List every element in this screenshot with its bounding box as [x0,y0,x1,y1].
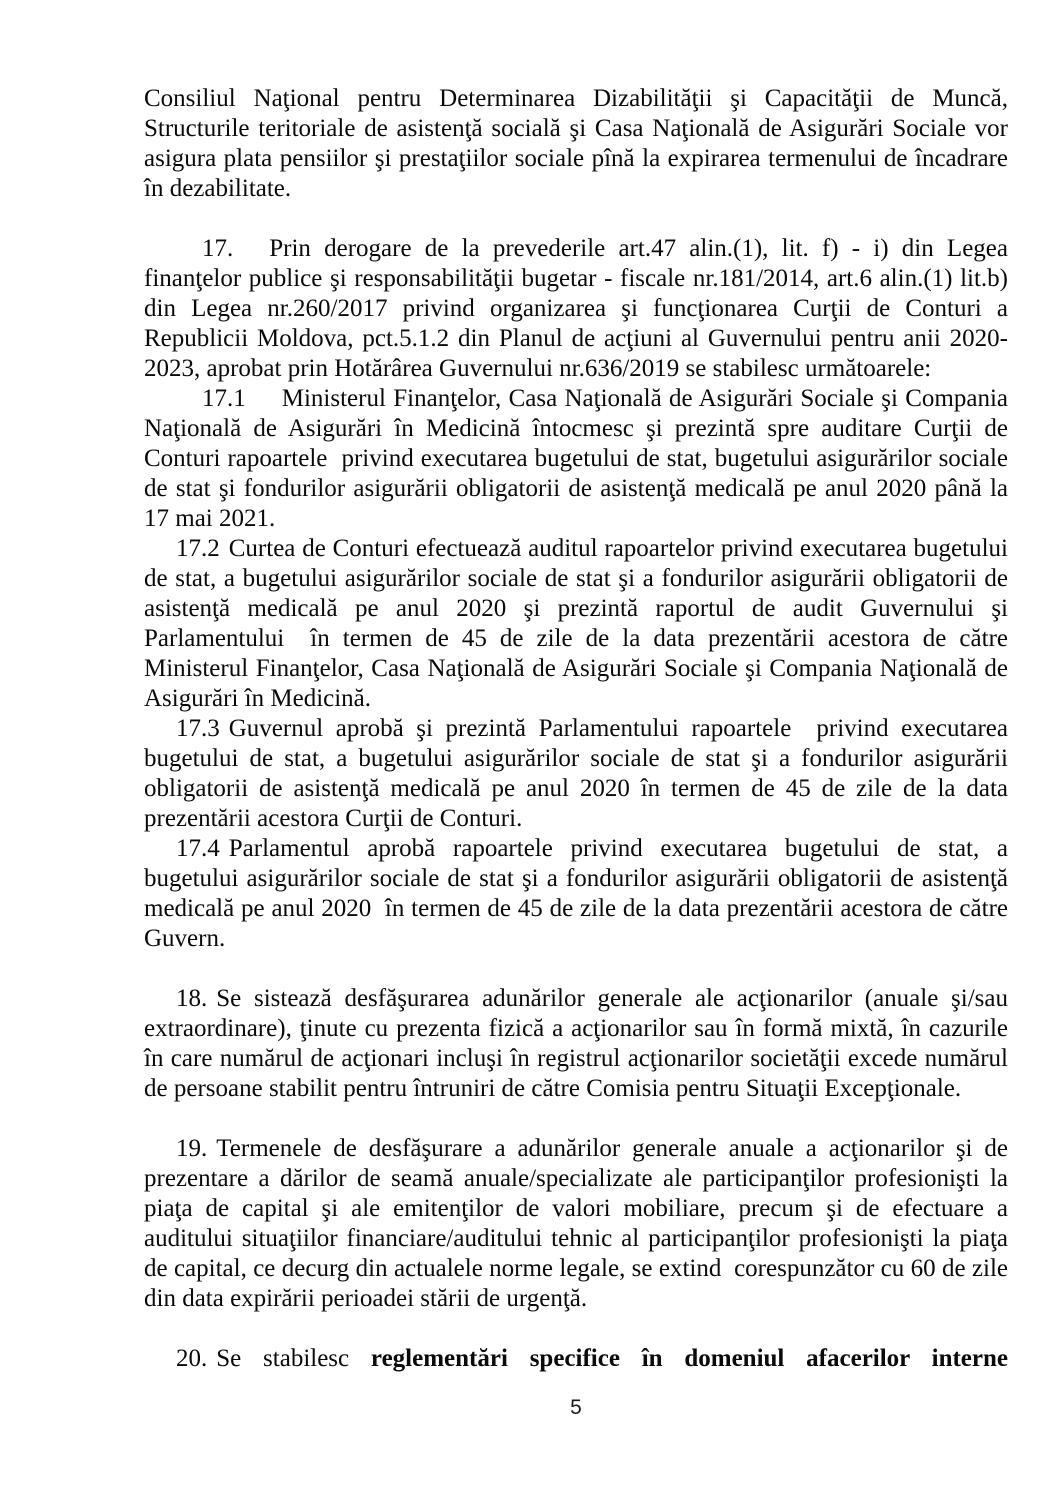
paragraph-number: 17.3 [176,715,220,742]
paragraph-number: 17. [202,235,234,262]
paragraph-number: 18. [176,985,208,1012]
text-run: Prin derogare de la prevederile art.47 alin.(1), lit. f) - i) din Legea finanţelor publice şi responsabilităţii bugetar - fiscale nr.181/2014, art.6 alin.(1) lit.b) din Legea nr.260/2017 privind organizarea şi funcţionarea Curţii de Conturi a Republicii Moldova, pct.5.1.2 din Planul de acţiuni al Guvernului pentru anii 2020-2023, aprobat prin Hotărârea Guvernului nr.636/2019 se stabilesc următoarele: [144,235,1008,382]
bold-text: reglementări specifice în domeniul afacerilor interne [370,1345,1008,1372]
text-run: Ministerul Finanţelor, Casa Naţională de Asigurări Sociale şi Compania Naţională de Asigurări în Medicină întocmesc şi prezintă spre auditare Curţii de Conturi rapoartele privind executarea bugetului de stat, bugetului asigurărilor sociale de stat şi fondurilor asigurării obligatorii de asistenţă medicală pe anul 2020 până la 17 mai 2021. [144,385,1008,532]
paragraph [144,834,1008,954]
text-run: Se sistează desfăşurarea adunărilor generale ale acţionarilor (anuale şi/sau extraordinare), ţinute cu prezenta fizică a acţionarilor sau în formă mixtă, în cazurile în care numărul de acţionari incluşi în registrul acţionarilor societăţii excede numărul de persoane stabilit pentru întruniri de către Comisia pentru Situaţii Excepţionale. [144,985,1008,1102]
text-run: Guvernul aprobă şi prezintă Parlamentului rapoartele privind executarea bugetului de stat, a bugetului asigurărilor sociale de stat şi a fondurilor asigurării obligatorii de asistenţă medicală pe anul 2020 în termen de 45 de zile de la data prezentării acestora Curţii de Conturi. [144,715,1008,832]
paragraph [144,234,1008,384]
paragraph-number: 17.1 [202,385,246,412]
paragraph [144,384,1008,534]
text-run: Curtea de Conturi efectuează auditul rapoartelor privind executarea bugetului de stat, a bugetului asigurărilor sociale de stat şi a fondurilor asigurării obligatorii de asistenţă medicală pe anul 2020 şi prezintă raportul de audit Guvernului şi Parlamentului în termen de 45 de zile de la data prezentării acestora de către Ministerul Finanţelor, Casa Naţională de Asigurări Sociale şi Compania Naţională de Asigurări în Medicină. [144,535,1008,712]
paragraph-number: 20. [176,1345,208,1372]
text-run: Consiliul Naţional pentru Determinarea Dizabilităţii şi Capacităţii de Muncă, Structurile teritoriale de asistenţă socială şi Casa Naţională de Asigurări Sociale vor asigura plata pensiilor şi prestaţiilor sociale pînă la expirarea termenului de încadrare în dezabilitate. [144,85,1008,202]
paragraph-number: 19. [176,1135,208,1162]
paragraph-number: 17.4 [176,835,220,862]
paragraph [144,534,1008,714]
text-run: Se stabilesc [216,1345,371,1372]
text-run: Parlamentul aprobă rapoartele privind executarea bugetului de stat, a bugetului asigurărilor sociale de stat şi a fondurilor asigurării obligatorii de asistenţă medicală pe anul 2020 în termen de 45 de zile de la data prezentării acestora de către Guvern. [144,835,1008,952]
paragraph-number: 17.2 [176,535,220,562]
text-run: Termenele de desfăşurare a adunărilor generale anuale a acţionarilor şi de prezentare a dărilor de seamă anuale/specializate ale participanţilor profesionişti la piaţa de capital şi ale emitenţilor de valori mobiliare, precum şi de efectuare a auditului situaţiilor financiare/auditului tehnic al participanţilor profesionişti la piaţa de capital, ce decurg din actualele norme legale, se extind corespunzător cu 60 de zile din data expirării perioadei stării de urgenţă. [144,1135,1008,1312]
document-body [144,84,1008,1374]
paragraph [144,714,1008,834]
page-number: 5 [570,1396,582,1419]
paragraph [144,1134,1008,1314]
paragraph [144,984,1008,1104]
paragraph [144,1344,1008,1374]
paragraph [144,84,1008,204]
